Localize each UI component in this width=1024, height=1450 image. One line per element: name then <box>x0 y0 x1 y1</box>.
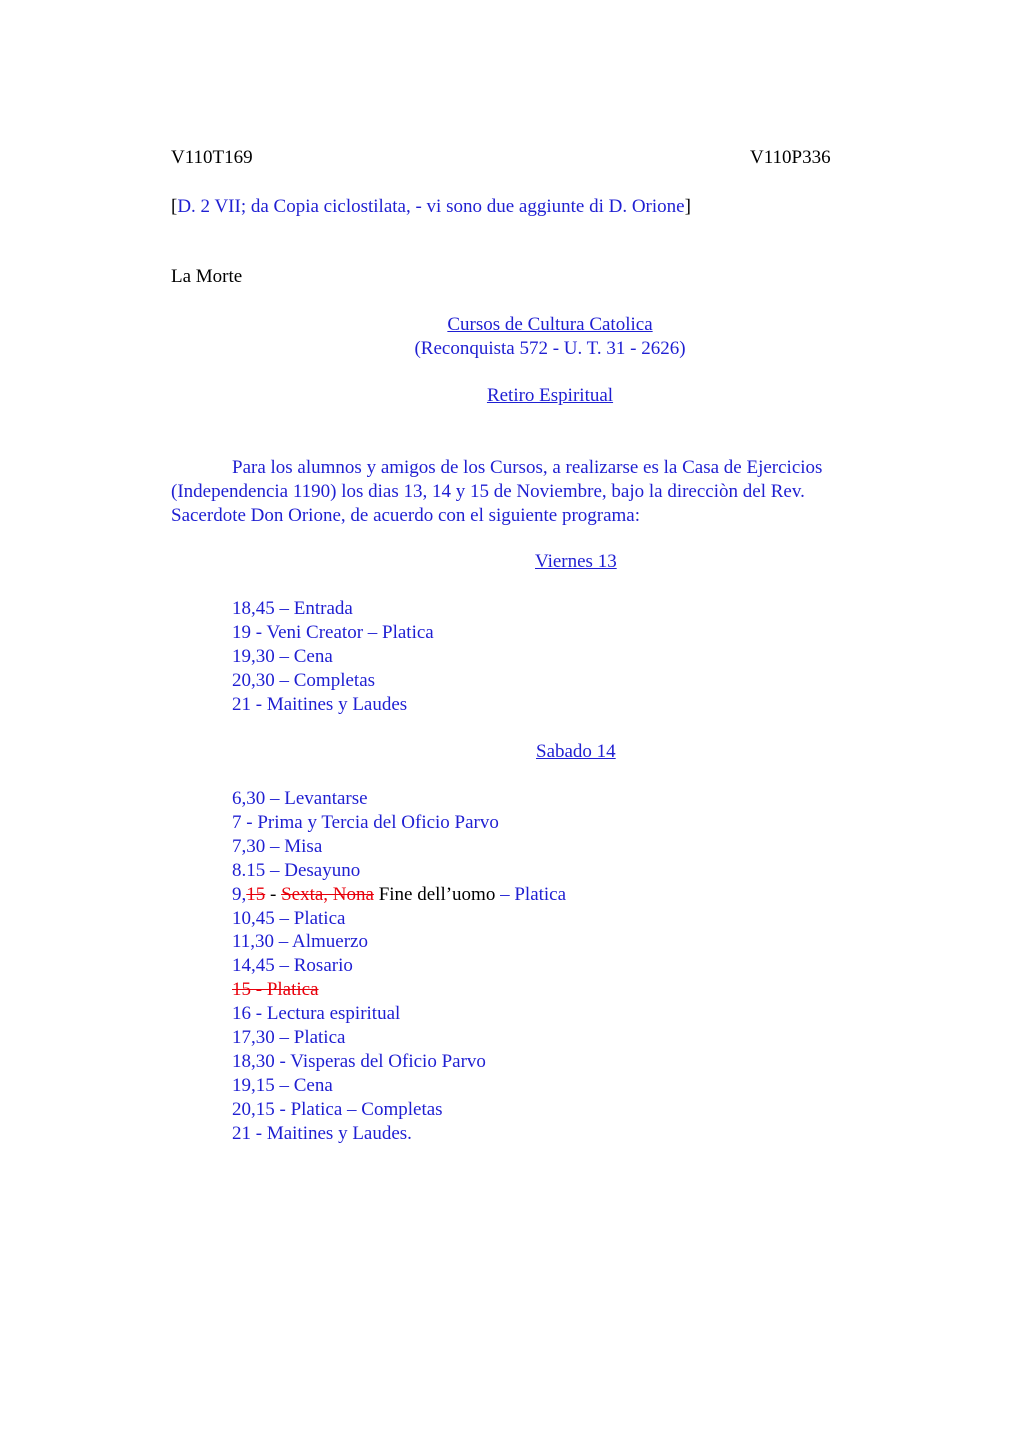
schedule-item: 7 - Prima y Tercia del Oficio Parvo <box>232 811 499 833</box>
struck-text: Sexta, Nona <box>281 883 374 905</box>
edited-time: 9, <box>232 883 247 905</box>
heading-org-text: Cursos de Cultura Catolica <box>447 314 653 335</box>
day2-title <box>536 740 616 764</box>
header-left-code: V110T169 <box>171 147 253 168</box>
intro-paragraph: Para los alumnos y amigos de los Cursos, a realizarse es la Casa de Ejercicios (Independencia 1190) los dias 13, 14 y 15 de Noviembre, bajo la direcciòn del Rev. Sacerdote Don Orione, de acuerdo con el siguiente programa: <box>171 457 823 526</box>
heading-event <box>0 384 1024 408</box>
day1-title-text: Viernes 13 <box>535 551 617 572</box>
heading-org <box>0 313 1024 337</box>
schedule-item-edited <box>232 883 566 907</box>
schedule-item: 19,15 – Cena <box>232 1074 333 1096</box>
schedule-item: 21 - Maitines y Laudes. <box>232 1122 412 1144</box>
struck-item: 15 - Platica <box>232 979 319 1001</box>
heading-event-text: Retiro Espiritual <box>486 385 614 406</box>
day2-schedule <box>232 787 566 1146</box>
header-right-code: V110P336 <box>750 147 831 168</box>
schedule-item: 17,30 – Platica <box>232 1027 346 1049</box>
day1-schedule <box>232 597 434 717</box>
schedule-item: 19 - Veni Creator – Platica <box>232 621 434 643</box>
source-note <box>171 195 691 219</box>
schedule-item: 20,15 - Platica – Completas <box>232 1098 443 1120</box>
heading-address: (Reconquista 572 - U. T. 31 - 2626) <box>414 338 686 359</box>
schedule-item: 7,30 – Misa <box>232 835 323 857</box>
schedule-item: 8.15 – Desayuno <box>232 859 361 881</box>
source-note-text: D. 2 VII; da Copia ciclostilata, - vi sono due aggiunte di D. Orione <box>177 196 685 217</box>
schedule-item-struck <box>232 978 566 1002</box>
schedule-item: 14,45 – Rosario <box>232 955 353 977</box>
edited-suffix: – Platica <box>495 883 567 905</box>
schedule-item: 18,30 - Visperas del Oficio Parvo <box>232 1050 486 1072</box>
schedule-item: 11,30 – Almuerzo <box>232 931 368 953</box>
dash: - <box>265 883 282 905</box>
schedule-item: 19,30 – Cena <box>232 645 333 667</box>
section-title: La Morte <box>171 266 243 287</box>
handwritten-addition: Fine dell’uomo <box>373 883 496 905</box>
schedule-item: 21 - Maitines y Laudes <box>232 693 408 715</box>
schedule-item: 16 - Lectura espiritual <box>232 1003 401 1025</box>
day2-title-text: Sabado 14 <box>536 741 616 762</box>
day1-title <box>535 550 617 574</box>
struck-minutes: 15 <box>246 883 266 905</box>
schedule-item: 6,30 – Levantarse <box>232 788 368 809</box>
schedule-item: 18,45 – Entrada <box>232 598 353 619</box>
schedule-item: 10,45 – Platica <box>232 907 346 929</box>
source-note-open-bracket: [ <box>171 196 178 217</box>
source-note-close-bracket: ] <box>684 196 691 217</box>
schedule-item: 20,30 – Completas <box>232 669 376 691</box>
